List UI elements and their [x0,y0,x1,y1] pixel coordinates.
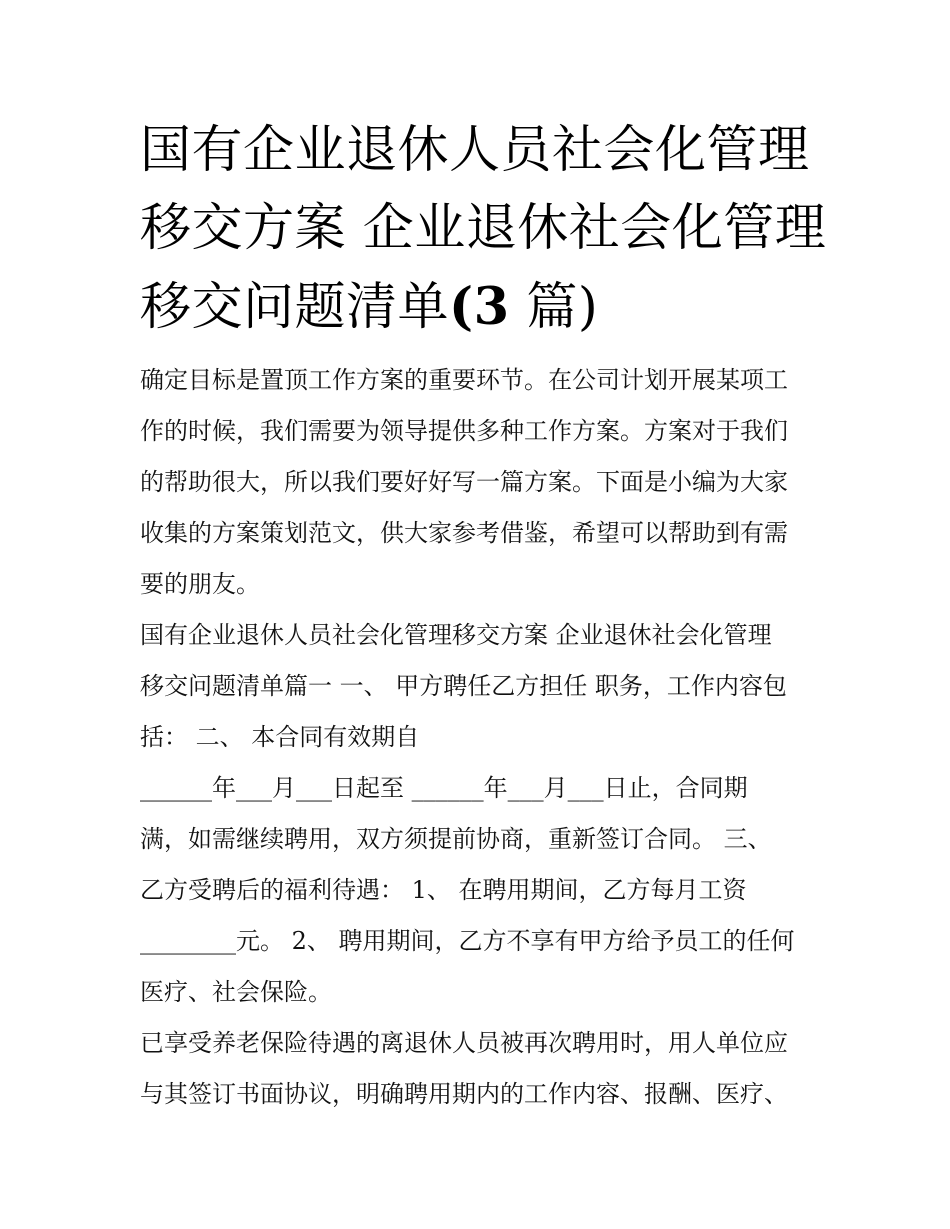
retiree-paragraph [140,1018,830,1120]
text-line: 医疗、社会保险。 [140,978,332,1006]
text-line: 移交问题清单篇一 一、 甲方聘任乙方担任 职务，工作内容包 [140,672,787,700]
text-line: 的帮助很大，所以我们要好好写一篇方案。下面是小编为大家 [140,468,788,496]
text-line: 已享受养老保险待遇的离退休人员被再次聘用时，用人单位应 [140,1029,788,1057]
title-count: (3 [449,277,510,337]
title-text: 移交问题清单 [140,278,450,337]
text-line: 要的朋友。 [140,570,260,598]
title-unit: 篇) [526,278,599,337]
title-line [140,268,820,347]
document-title [140,112,827,347]
intro-paragraph [140,355,830,610]
title-line: 移交方案 企业退休社会化管理 [140,199,827,258]
text-line: 收集的方案策划范文，供大家参考借鉴，希望可以帮助到有需 [140,519,788,547]
contract-paragraph [140,610,830,1018]
text-line: 乙方受聘后的福利待遇： 1、 在聘用期间，乙方每月工资 [140,876,747,904]
title-line: 国有企业退休人员社会化管理 [140,121,810,180]
document-body [140,355,830,1120]
text-line: ________元。 2、 聘用期间，乙方不享有甲方给予员工的任何 [140,927,795,955]
text-line: 与其签订书面协议，明确聘用期内的工作内容、报酬、医疗、 [140,1080,788,1108]
text-line: 括： 二、 本合同有效期自 [140,723,420,751]
text-line: 作的时候，我们需要为领导提供多种工作方案。方案对于我们 [140,417,788,445]
text-line: 确定目标是置顶工作方案的重要环节。在公司计划开展某项工 [140,366,788,394]
text-line: 国有企业退休人员社会化管理移交方案 企业退休社会化管理 [140,621,772,649]
text-line: 满，如需继续聘用，双方须提前协商，重新签订合同。 三、 [140,825,772,853]
text-line: ______年___月___日起至 ______年___月___日止，合同期 [140,774,748,802]
